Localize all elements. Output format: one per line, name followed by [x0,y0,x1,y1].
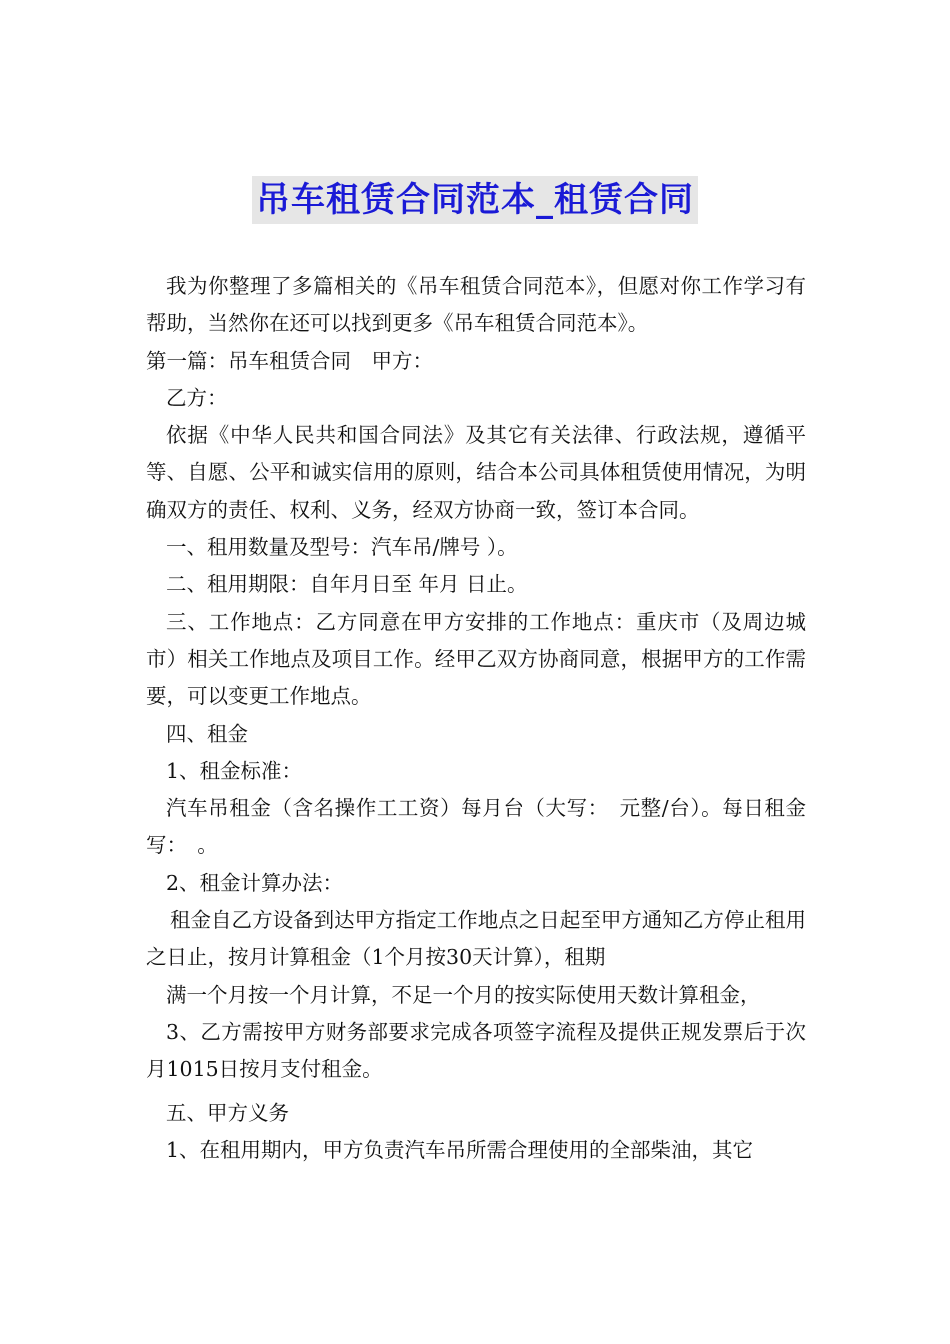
party-b-line: 乙方： [166,385,228,410]
rent-calculation-continuation: 满一个月按一个月计算，不足一个月的按实际使用天数计算租金， [166,982,761,1007]
party-a-obligation-1: 1、在租用期内，甲方负责汽车吊所需合理使用的全部柴油，其它 [166,1137,754,1162]
rent-payment-paragraph: 3、乙方需按甲方财务部要求完成各项签字流程及提供正规发票后于次月1015日按月支付租金。 [146,1019,806,1082]
section-heading-first: 第一篇：吊车租赁合同 甲方： [146,348,433,373]
legal-basis-paragraph: 依据《中华人民共和国合同法》及其它有关法律、行政法规，遵循平等、自愿、公平和诚实信用的原则，结合本公司具体租赁使用情况，为明确双方的责任、权利、义务，经双方协商一致，签订本合同。 [146,423,806,522]
intro-paragraph: 我为你整理了多篇相关的《吊车租赁合同范本》，但愿对你工作学习有帮助，当然你在还可以找到更多《吊车租赁合同范本》。 [146,274,806,336]
title-container [0,176,950,224]
rent-standard-paragraph: 汽车吊租金（含名操作工工资）每月台（大写： 元整/台）。每日租金写： 。 [146,796,806,858]
rent-calculation-paragraph: 租金自乙方设备到达甲方指定工作地点之日起至甲方通知乙方停止租用之日止，按月计算租金（1个月按30天计算），租期 [146,908,806,970]
document-title: 吊车租赁合同范本_租赁合同 [252,176,698,224]
rent-standard-heading: 1、租金标准： [166,758,303,783]
clause-quantity-model: 一、租用数量及型号：汽车吊/牌号 ）。 [166,535,518,560]
document-body [146,268,806,1169]
rent-calculation-heading: 2、租金计算办法： [166,870,344,895]
clause-party-a-obligations: 五、甲方义务 [166,1100,289,1125]
clause-rent-heading: 四、租金 [166,721,248,746]
clause-rental-period: 二、租用期限：自年月日至 年月 日止。 [166,572,528,597]
clause-work-location: 三、工作地点：乙方同意在甲方安排的工作地点：重庆市（及周边城市）相关工作地点及项目工作。经甲乙双方协商同意，根据甲方的工作需要，可以变更工作地点。 [146,609,806,709]
